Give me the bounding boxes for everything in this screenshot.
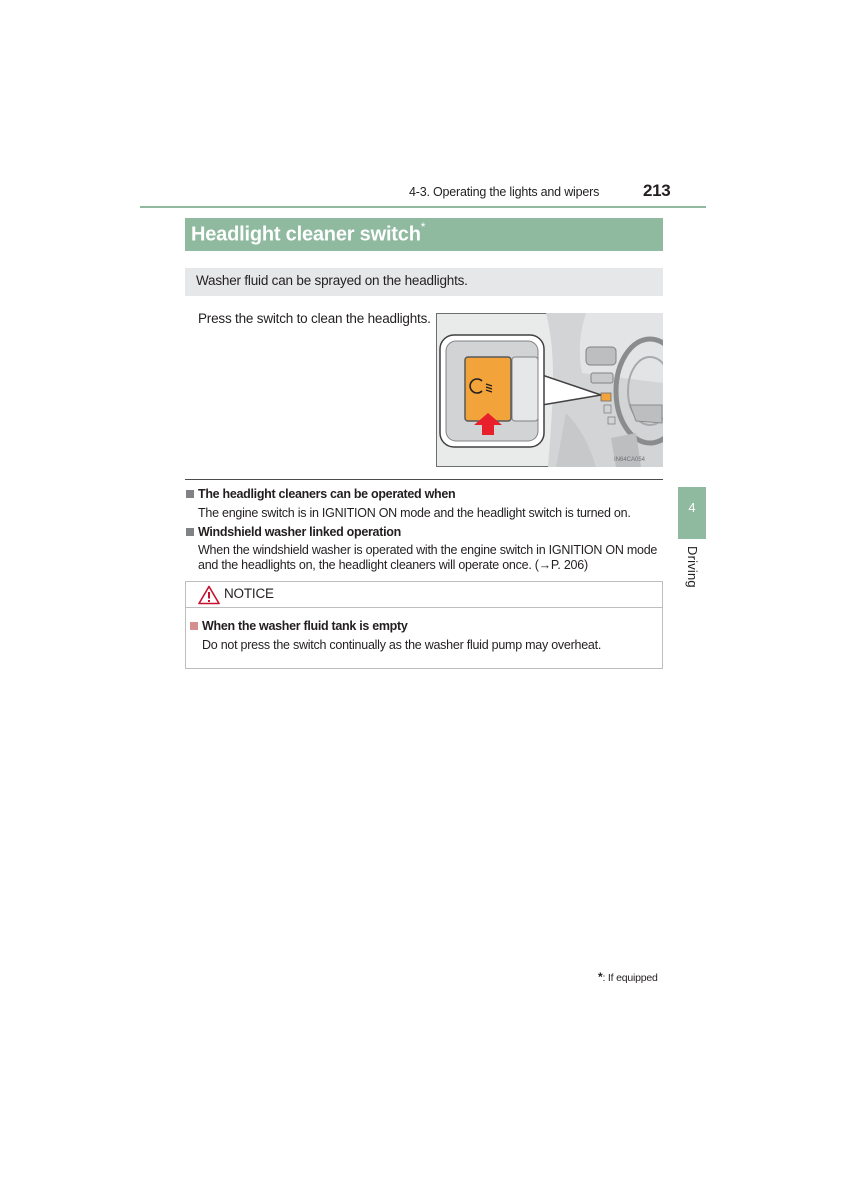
page-number: 213 bbox=[643, 181, 671, 200]
note-heading-text: Windshield washer linked operation bbox=[198, 525, 401, 539]
warning-triangle-icon bbox=[198, 585, 220, 605]
chapter-label: Driving bbox=[685, 546, 700, 588]
separator-rule bbox=[185, 479, 663, 480]
note-body-linked-operation-line-2: and the headlights on, the headlight cleaners will operate once. (→P. 206) bbox=[198, 558, 588, 572]
bullet-square bbox=[190, 622, 198, 630]
note-body-operation-condition: The engine switch is in IGNITION ON mode and the headlight switch is turned on. bbox=[198, 506, 631, 520]
notice-box bbox=[185, 581, 663, 669]
equipped-marker: * bbox=[420, 220, 426, 234]
notice-title: NOTICE bbox=[224, 586, 274, 601]
note-heading-text: The headlight cleaners can be operated when bbox=[198, 487, 456, 501]
header-rule bbox=[140, 206, 706, 208]
summary-text: Washer fluid can be sprayed on the headlights. bbox=[196, 273, 468, 288]
footnote-text: : If equipped bbox=[602, 972, 658, 984]
intro-text: Press the switch to clean the headlights. bbox=[198, 311, 431, 326]
notice-divider bbox=[186, 607, 662, 608]
section-title bbox=[191, 222, 425, 247]
summary-bar bbox=[185, 268, 663, 296]
illustration-code: IN64CA054 bbox=[614, 457, 646, 463]
section-title-bar bbox=[185, 218, 663, 251]
headlight-cleaner-switch-illustration bbox=[436, 313, 663, 467]
chapter-number: 4 bbox=[688, 500, 696, 515]
note-heading-operation-condition bbox=[186, 487, 455, 501]
bullet-square bbox=[186, 528, 194, 536]
section-title-text: Headlight cleaner switch bbox=[191, 223, 421, 246]
running-header-section: 4-3. Operating the lights and wipers bbox=[409, 185, 600, 199]
footnote bbox=[598, 970, 658, 984]
bullet-square bbox=[186, 490, 194, 498]
notice-item-heading bbox=[190, 619, 408, 633]
footnote-marker: * bbox=[598, 970, 603, 984]
note-heading-linked-operation bbox=[186, 525, 401, 539]
notice-item-heading-text: When the washer fluid tank is empty bbox=[202, 619, 408, 633]
note-body-linked-operation-line-1: When the windshield washer is operated with the engine switch in IGNITION ON mode bbox=[198, 543, 658, 557]
notice-item-body: Do not press the switch continually as the washer fluid pump may overheat. bbox=[202, 638, 602, 652]
chapter-tab bbox=[678, 487, 706, 539]
